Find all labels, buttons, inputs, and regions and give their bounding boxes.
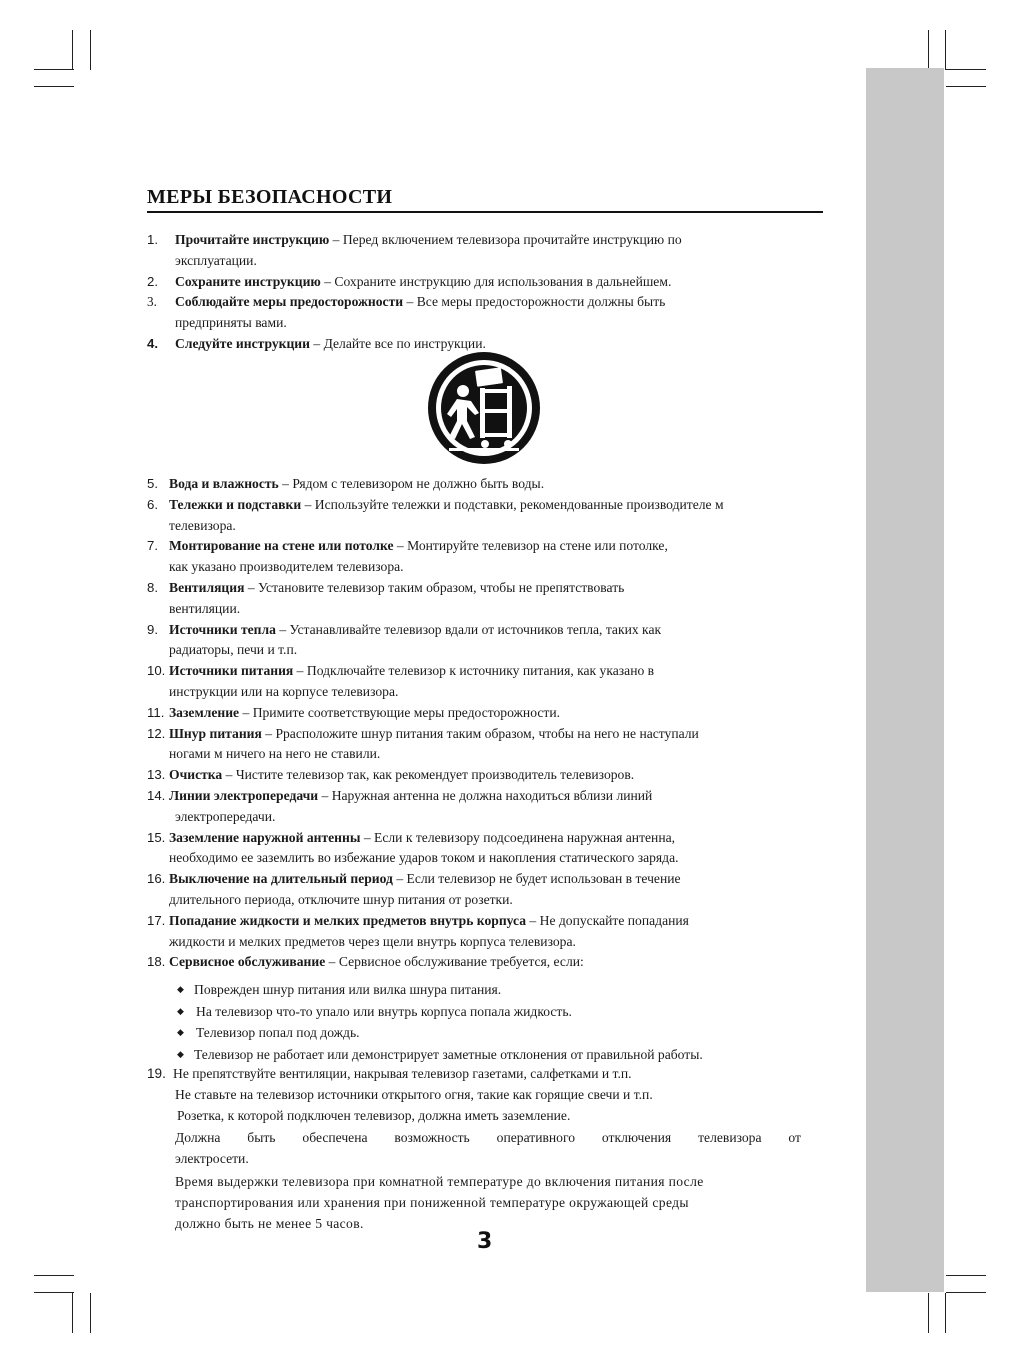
item-number: 2. (147, 273, 158, 289)
crop-mark (34, 1292, 74, 1293)
item-text: – Делайте все по инструкции. (309, 335, 486, 351)
item-number: 7. (147, 538, 158, 554)
bullet-icon: ◆ (177, 984, 184, 994)
item-number: 19. (147, 1066, 166, 1081)
item-number: 3. (147, 294, 157, 310)
list-item (147, 703, 837, 724)
item-text-cont: электропередачи. (175, 808, 276, 824)
item-text-cont: телевизора. (169, 517, 236, 533)
list-item (147, 869, 837, 911)
item-number: 18. (147, 954, 166, 970)
item-text: – Если телевизор не будет использован в течение (392, 871, 681, 887)
side-tab (866, 68, 944, 1292)
item-text: – Если к телевизору подсоединена наружная антенна, (360, 829, 676, 845)
item-number: 11. (147, 704, 165, 720)
item-text-cont: необходимо ее заземлить во избежание ударов током и накопления статического заряда. (169, 850, 679, 866)
list-item (147, 952, 837, 973)
title-underline (147, 211, 823, 213)
item-heading: Шнур питания (169, 725, 262, 741)
crop-mark (34, 69, 74, 70)
bullet-text: Телевизор не работает или демонстрирует заметные отклонения от правильной работы. (194, 1046, 703, 1062)
crop-mark (34, 1275, 74, 1276)
item-number: 14. (147, 787, 166, 803)
bullet-text: Телевизор попал под дождь. (196, 1025, 360, 1040)
item-number: 1. (147, 232, 158, 247)
bullet-icon: ◆ (177, 1027, 184, 1037)
bullet-icon: ◆ (177, 1048, 184, 1059)
crop-mark (72, 1293, 73, 1333)
item-text-cont: предприняты вами. (175, 315, 287, 331)
list-item (147, 620, 837, 662)
item-text: – Рядом с телевизором не должно быть воды. (278, 476, 545, 491)
crop-mark (90, 30, 91, 70)
crop-mark (946, 1275, 986, 1276)
list-item (147, 828, 837, 870)
item-number: 16. (147, 871, 166, 887)
item-text: – Перед включением телевизора прочитайте инструкцию по (329, 232, 682, 247)
item-text: – Чистите телевизор так, как рекомендует производитель телевизоров. (222, 767, 635, 783)
item-text: – Наружная антенна не должна находиться вблизи линий (318, 787, 653, 803)
item-heading: Источники тепла (169, 621, 276, 637)
item-text-cont: ногами м ничего на него не ставили. (169, 746, 381, 762)
item-text: – Используйте тележки и подставки, рекомендованные производителе м (301, 496, 724, 512)
item-number: 9. (147, 621, 158, 637)
item-number: 13. (147, 767, 166, 783)
item-number: 6. (147, 496, 158, 512)
item-heading: Заземление (169, 704, 240, 720)
list-item (147, 536, 837, 578)
list-item (147, 272, 837, 293)
crop-mark (72, 30, 73, 70)
page-number: 3 (477, 1229, 493, 1254)
bullet-item (175, 1001, 703, 1023)
item-number: 8. (147, 579, 158, 595)
crop-mark (928, 30, 929, 70)
item-text-cont: радиаторы, печи и т.п. (169, 642, 298, 658)
item-text-cont: жидкости и мелких предметов через щели внутрь корпуса телевизора. (169, 933, 576, 949)
bullet-text: Поврежден шнур питания или вилка шнура питания. (194, 982, 502, 997)
item-19-line: Время выдержки телевизора при комнатной температуре до включения питания после (175, 1173, 704, 1189)
item-19-line: Розетка, к которой подключен телевизор, должна иметь заземление. (177, 1107, 571, 1123)
crop-mark (34, 86, 74, 87)
list-item (147, 578, 837, 620)
item-heading: Очистка (169, 767, 223, 783)
item-heading: Следуйте инструкции (175, 335, 310, 351)
item-number: 12. (147, 725, 166, 741)
crop-mark (90, 1293, 91, 1333)
item-heading: Заземление наружной антенны (169, 829, 361, 845)
item-text: – Сервисное обслуживание требуется, если: (325, 954, 584, 970)
list-item (147, 474, 837, 495)
bullet-text: На телевизор что-то упало или внутрь корпуса попала жидкость. (196, 1003, 572, 1019)
list-item (147, 786, 837, 828)
item-number: 4. (147, 335, 158, 351)
crop-mark (946, 69, 986, 70)
item-number: 5. (147, 476, 158, 491)
item-heading: Прочитайте инструкцию (175, 232, 330, 247)
item-number: 10. (147, 663, 166, 679)
crop-mark (945, 30, 946, 70)
item-heading: Сохраните инструкцию (175, 273, 321, 289)
item-text: – Сохраните инструкцию для использования в дальнейшем. (320, 273, 672, 289)
item-heading: Попадание жидкости и мелких предметов внутрь корпуса (169, 912, 527, 928)
bullet-item (175, 1044, 703, 1066)
item-text: – Установите телевизор таким образом, чтобы не препятствовать (244, 579, 625, 595)
bullet-item (175, 979, 703, 1001)
bullet-item (175, 1022, 703, 1044)
item-text: – Устанавливайте телевизор вдали от источников тепла, таких как (275, 621, 662, 637)
item-text: – Подключайте телевизор к источнику питания, как указано в (293, 663, 655, 679)
item-heading: Соблюдайте меры предосторожности (175, 294, 404, 310)
precautions-list-top (147, 230, 837, 355)
item-text-cont: вентиляции. (169, 600, 241, 616)
item-text-cont: как указано производителем телевизора. (169, 559, 404, 575)
cart-tip-over-warning-icon (427, 351, 541, 465)
crop-mark (928, 1293, 929, 1333)
section-title: МЕРЫ БЕЗОПАСНОСТИ (147, 186, 393, 208)
item-19 (147, 1064, 807, 1234)
item-19-line: Не ставьте на телевизор источники открытого огня, такие как горящие свечи и т.п. (175, 1086, 653, 1102)
item-heading: Источники питания (169, 663, 294, 679)
item-text-cont: длительного периода, отключите шнур питания от розетки. (169, 891, 513, 907)
list-item (147, 911, 837, 953)
list-item (147, 495, 837, 537)
service-conditions-list (175, 979, 703, 1065)
item-heading: Сервисное обслуживание (169, 954, 326, 970)
precautions-list-bottom (147, 474, 837, 973)
crop-mark (946, 86, 986, 87)
item-19-line: Должна быть обеспечена возможность оперативного отключения телевизора от (175, 1130, 801, 1146)
list-item (147, 230, 837, 272)
list-item (147, 765, 837, 786)
item-heading: Линии электропередачи (169, 787, 319, 803)
list-item (147, 661, 837, 703)
crop-mark (946, 1292, 986, 1293)
list-item (147, 724, 837, 766)
item-19-line: должно быть не менее 5 часов. (175, 1215, 364, 1231)
item-19-line: транспортирования или хранения при пониженной температуре окружающей среды (175, 1194, 689, 1210)
item-text: – Монтируйте телевизор на стене или потолке, (393, 538, 668, 554)
item-number: 17. (147, 912, 166, 928)
item-heading: Вода и влажность (169, 476, 279, 491)
item-text: – Ррасположите шнур питания таким образом, чтобы на него не наступали (261, 725, 699, 741)
item-heading: Тележки и подставки (169, 496, 302, 512)
list-item (147, 292, 837, 334)
item-19-line: Не препятствуйте вентиляции, накрывая телевизор газетами, салфетками и т.п. (173, 1066, 632, 1081)
item-text: – Не допускайте попадания (526, 912, 689, 928)
item-19-line: электросети. (175, 1151, 249, 1167)
crop-mark (945, 1293, 946, 1333)
bullet-icon: ◆ (177, 1005, 184, 1016)
item-heading: Монтирование на стене или потолке (169, 538, 394, 554)
item-text-cont: эксплуатации. (175, 252, 257, 268)
item-text: – Примите соответствующие меры предосторожности. (239, 704, 560, 720)
item-heading: Выключение на длительный период (169, 871, 393, 887)
item-text: – Все меры предосторожности должны быть (403, 294, 666, 310)
item-text-cont: инструкции или на корпусе телевизора. (169, 683, 399, 699)
item-heading: Вентиляция (169, 579, 245, 595)
item-number: 15. (147, 829, 166, 845)
